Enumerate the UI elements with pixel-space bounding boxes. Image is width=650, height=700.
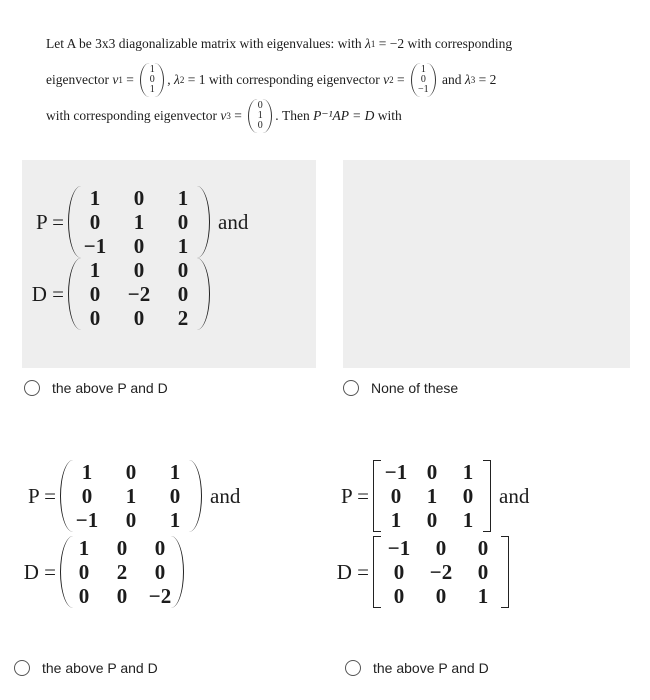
vector-v1 xyxy=(140,63,164,97)
and-text: and xyxy=(210,483,241,508)
question-line-3: with corresponding eigenvector v 3 = 0 1 0 . Then P⁻¹AP = D with xyxy=(46,98,606,134)
question-line-2: eigenvector v 1 = 1 0 1 , λ 2 = 1 with corresponding eigenvector v 2 = 1 0 −1 and λ 3 = 2 xyxy=(46,62,606,98)
matrix-entry: 2 xyxy=(116,560,128,584)
question-line-1: Let A be 3x3 diagonalizable matrix with eigenvalues: with λ 1 = −2 with corresponding xyxy=(46,26,606,62)
matrix-entry: −2 xyxy=(127,282,151,306)
equation: P⁻¹AP = D xyxy=(313,108,375,123)
lambda-symbol: λ xyxy=(173,72,180,87)
question-text xyxy=(46,26,606,134)
matrix-entry: 0 xyxy=(435,584,447,608)
matrix-entry: −1 xyxy=(384,460,408,484)
eigenvector-word: eigenvector xyxy=(46,72,109,87)
option-c-radio[interactable] xyxy=(14,660,158,676)
v1-symbol: v xyxy=(112,72,119,87)
option-c-matrices xyxy=(14,460,314,650)
option-c-p-matrix xyxy=(60,460,202,532)
matrix-entry: 0 xyxy=(116,536,128,560)
v3-entry: 0 xyxy=(257,120,263,131)
matrix-entry: 0 xyxy=(116,584,128,608)
matrix-entry: 0 xyxy=(154,536,166,560)
v2-entry: −1 xyxy=(418,84,429,95)
option-a-d-row xyxy=(26,258,210,330)
subscript-3: 3 xyxy=(470,75,476,85)
option-a-panel xyxy=(22,160,316,368)
lambda1-value: −2 xyxy=(389,36,405,51)
v3-entry: 1 xyxy=(257,110,263,121)
matrix-entry: −2 xyxy=(429,560,453,584)
matrix-entry: −1 xyxy=(75,508,99,532)
matrix-entry: 0 xyxy=(133,234,145,258)
option-d-p-row xyxy=(331,460,529,532)
matrix-entry: 0 xyxy=(426,460,438,484)
v1-entry: 0 xyxy=(149,74,155,85)
matrix-entry: 1 xyxy=(462,460,474,484)
matrix-entry: −2 xyxy=(148,584,172,608)
lambda3-value: 2 xyxy=(489,72,497,87)
option-c-label: the above P and D xyxy=(42,660,158,676)
p-label: P = xyxy=(28,483,56,508)
lambda-symbol: λ xyxy=(365,36,371,51)
matrix-entry: 0 xyxy=(78,584,90,608)
v1-entry: 1 xyxy=(149,64,155,75)
matrix-entry: 0 xyxy=(154,560,166,584)
v3-symbol: v xyxy=(220,108,227,123)
and-text: and xyxy=(499,483,530,508)
matrix-entry: 0 xyxy=(81,484,93,508)
matrix-entry: 0 xyxy=(133,186,145,210)
matrix-entry: 0 xyxy=(89,282,101,306)
matrix-entry: 0 xyxy=(125,460,137,484)
vector-v2 xyxy=(411,63,436,97)
matrix-entry: 0 xyxy=(133,306,145,330)
matrix-entry: 0 xyxy=(435,536,447,560)
option-d-d-matrix xyxy=(373,536,509,608)
option-c-d-row xyxy=(18,536,184,608)
radio-circle-icon[interactable] xyxy=(345,660,361,676)
matrix-entry: 1 xyxy=(169,460,181,484)
lambda-symbol: λ xyxy=(464,72,471,87)
v3-entry: 0 xyxy=(257,100,263,111)
then-text: Then xyxy=(281,108,310,123)
radio-circle-icon[interactable] xyxy=(14,660,30,676)
option-d-d-row xyxy=(331,536,509,608)
v2-symbol: v xyxy=(383,72,390,87)
matrix-entry: 0 xyxy=(89,306,101,330)
matrix-entry: 0 xyxy=(477,560,489,584)
option-d-label: the above P and D xyxy=(373,660,489,676)
option-d-matrices xyxy=(335,460,635,650)
d-label: D = xyxy=(23,559,56,584)
option-a-p-matrix xyxy=(68,186,210,258)
matrix-entry: 0 xyxy=(177,282,189,306)
subscript-v2: 2 xyxy=(389,75,394,85)
matrix-entry: 1 xyxy=(426,484,438,508)
v2-entry: 1 xyxy=(420,64,426,75)
subscript-1: 1 xyxy=(370,39,376,49)
option-a-p-row xyxy=(26,186,248,258)
matrix-entry: 2 xyxy=(177,306,189,330)
vector-v3 xyxy=(248,99,272,133)
question-intro: Let A be 3x3 diagonalizable matrix with eigenvalues: with xyxy=(46,36,362,51)
matrix-entry: 0 xyxy=(169,484,181,508)
subscript-2: 2 xyxy=(179,75,185,85)
matrix-entry: 0 xyxy=(426,508,438,532)
matrix-entry: 0 xyxy=(477,536,489,560)
matrix-entry: 1 xyxy=(462,508,474,532)
subscript-v3: 3 xyxy=(226,111,231,121)
option-b-label: None of these xyxy=(371,380,459,396)
v2-entry: 0 xyxy=(420,74,426,85)
matrix-entry: 1 xyxy=(78,536,90,560)
matrix-entry: 0 xyxy=(462,484,474,508)
matrix-entry: 0 xyxy=(125,508,137,532)
d-label: D = xyxy=(31,281,64,306)
matrix-entry: 0 xyxy=(177,258,189,282)
with-corr-eigenvector: with corresponding eigenvector xyxy=(208,72,380,87)
matrix-entry: 0 xyxy=(393,584,405,608)
v1-entry: 1 xyxy=(149,84,155,95)
matrix-entry: 1 xyxy=(477,584,489,608)
matrix-entry: 1 xyxy=(89,186,101,210)
matrix-entry: 0 xyxy=(393,560,405,584)
matrix-entry: 1 xyxy=(81,460,93,484)
option-d-p-matrix xyxy=(373,460,491,532)
option-b-panel xyxy=(343,160,630,368)
with-corr-eigenvector-line3: with corresponding eigenvector xyxy=(46,108,217,123)
matrix-entry: 1 xyxy=(125,484,137,508)
option-a-d-matrix xyxy=(68,258,210,330)
matrix-entry: 1 xyxy=(177,234,189,258)
option-d-radio[interactable] xyxy=(345,660,489,676)
matrix-entry: 1 xyxy=(133,210,145,234)
matrix-entry: 1 xyxy=(169,508,181,532)
lambda2-value: 1 xyxy=(198,72,206,87)
matrix-entry: 1 xyxy=(177,186,189,210)
option-a-radio[interactable] xyxy=(24,380,168,396)
matrix-entry: 1 xyxy=(390,508,402,532)
option-c-p-row xyxy=(18,460,240,532)
with-corresponding: with corresponding xyxy=(407,36,513,51)
p-label: P = xyxy=(36,209,64,234)
matrix-entry: 0 xyxy=(177,210,189,234)
and-word: and xyxy=(442,72,462,87)
matrix-entry: −1 xyxy=(387,536,411,560)
option-a-label: the above P and D xyxy=(52,380,168,396)
option-c-d-matrix xyxy=(60,536,184,608)
d-label: D = xyxy=(336,559,369,584)
radio-circle-icon[interactable] xyxy=(343,380,359,396)
with-word: with xyxy=(377,108,402,123)
matrix-entry: 0 xyxy=(133,258,145,282)
matrix-entry: −1 xyxy=(83,234,107,258)
p-label: P = xyxy=(341,483,369,508)
subscript-v1: 1 xyxy=(118,75,123,85)
option-b-radio[interactable] xyxy=(343,380,458,396)
matrix-entry: 0 xyxy=(78,560,90,584)
option-a-matrices xyxy=(22,160,316,368)
matrix-entry: 0 xyxy=(89,210,101,234)
radio-circle-icon[interactable] xyxy=(24,380,40,396)
matrix-entry: 0 xyxy=(390,484,402,508)
matrix-entry: 1 xyxy=(89,258,101,282)
and-text: and xyxy=(218,209,249,234)
